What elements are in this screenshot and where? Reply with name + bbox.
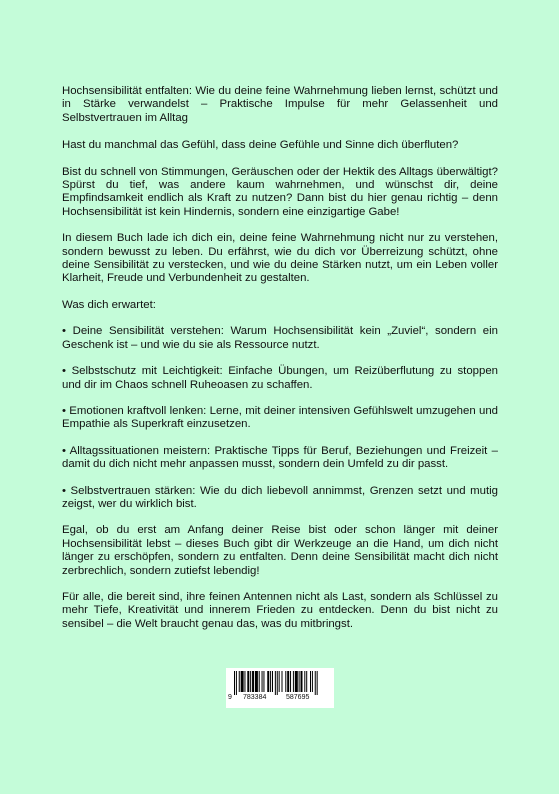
expect-heading: Was dich erwartet: — [62, 298, 156, 311]
barcode-bar — [306, 671, 307, 692]
barcode-bar — [262, 671, 263, 692]
book-heading: Hochsensibilität entfalten: Wie du deine feine Wahrnehmung lieben lernst, schützt und in Stärke verwandelst – Praktische Impulse für mehr Gelassenheit und Selbstvertrauen im Alltag — [62, 85, 498, 124]
barcode-bar — [301, 671, 303, 692]
barcode-bar — [285, 671, 286, 692]
barcode-bar — [290, 671, 291, 692]
barcode-bar — [295, 671, 298, 692]
barcode-bar — [315, 671, 316, 695]
barcode-bar — [234, 671, 235, 695]
barcode-bar — [310, 671, 311, 692]
benefit-item: • Emotionen kraftvoll lenken: Lerne, mit deiner intensiven Gefühlswelt umzugehen und Empathie als Superkraft einzusetzen. — [62, 404, 498, 431]
invitation-paragraph: In diesem Buch lade ich dich ein, deine feine Wahrnehmung nicht nur zu verstehen, sondern bewusst zu leben. Du erfährst, wie du dich vor Überreizung schützt, ohne deine Sensibilität zu verstecken, und wie du deine Stärken nutzt, um ein Leben voller Klarheit, Freude und Verbundenheit zu gestalten. — [62, 232, 498, 285]
barcode-bar — [263, 671, 264, 692]
barcode-bar — [299, 671, 300, 692]
barcode-bar — [241, 671, 244, 692]
back-cover-text — [62, 85, 498, 644]
benefit-item: • Alltagssituationen meistern: Praktische Tipps für Beruf, Beziehungen und Freizeit – damit du dich nicht mehr anpassen musst, sondern dein Umfeld zu dir passt. — [62, 444, 498, 471]
barcode-bar — [287, 671, 289, 692]
barcode-bar — [239, 671, 240, 692]
barcode-bar — [282, 671, 283, 692]
barcode-bar — [252, 671, 254, 692]
intro-paragraph: Bist du schnell von Stimmungen, Geräuschen oder der Hektik des Alltags überwältigt? Spürst du tief, was andere kaum wahrnehmen, und wünschst dir, deine Empfindsamkeit endlich als Kraft zu nutzen? Dann bist du hier genau richtig – denn Hochsensibilität ist kein Hindernis, sondern eine einzigartige Gabe! — [62, 165, 498, 218]
benefit-item: • Selbstschutz mit Leichtigkeit: Einfache Übungen, um Reizüberflutung zu stoppen und dir im Chaos schnell Ruheoasen zu schaffen. — [62, 365, 498, 391]
barcode-bar — [312, 671, 313, 692]
barcode-bar — [270, 671, 271, 692]
closing-paragraph: Egal, ob du erst am Anfang deiner Reise bist oder schon länger mit deiner Hochsensibilität lebst – dieses Buch gibt dir Werkzeuge an die Hand, um dich nicht länger zu erschöpfen, sondern zu entfalten. Denn deine Sensibilität macht dich nicht zerbrechlich, sondern zutiefst lebendig! — [62, 524, 498, 577]
barcode-left-digits: 783384 — [243, 694, 267, 701]
barcode-bar — [267, 671, 269, 692]
barcode-bar — [279, 671, 280, 692]
barcode-bar — [250, 671, 251, 692]
barcode-bar — [247, 671, 249, 692]
barcode-bar — [304, 671, 305, 692]
benefit-item: • Selbstvertrauen stärken: Wie du dich liebevoll annimmst, Grenzen setzt und mutig zeigst, wer du wirklich bist. — [62, 484, 498, 510]
barcode-lead-digit: 9 — [228, 694, 232, 701]
opening-question: Hast du manchmal das Gefühl, dass deine Gefühle und Sinne dich überfluten? — [62, 139, 459, 152]
barcode-bar — [275, 671, 276, 695]
final-paragraph: Für alle, die bereit sind, ihre feinen Antennen nicht als Last, sondern als Schlüssel zu mehr Tiefe, Kreativität und innerem Frieden zu entdecken. Denn du bist nicht zu sensibel – die Welt braucht genau das, was du mitbringst. — [62, 590, 498, 630]
barcode-bar — [236, 671, 237, 695]
isbn-barcode — [226, 668, 334, 708]
benefit-item: • Deine Sensibilität verstehen: Warum Hochsensibilität kein „Zuviel“, sondern ein Geschenk ist – und wie du sie als Ressource nutzt. — [62, 325, 498, 351]
barcode-bar — [244, 671, 245, 692]
barcode-bar — [317, 671, 318, 695]
barcode-digits — [226, 694, 334, 706]
benefit-list — [62, 325, 498, 511]
barcode-bar — [277, 671, 278, 695]
barcode-bar — [259, 671, 260, 692]
barcode-right-digits: 587695 — [286, 694, 310, 701]
barcode-bar — [272, 671, 273, 692]
barcode-bars — [230, 671, 330, 695]
barcode-bar — [293, 671, 294, 692]
barcode-bar — [255, 671, 258, 692]
